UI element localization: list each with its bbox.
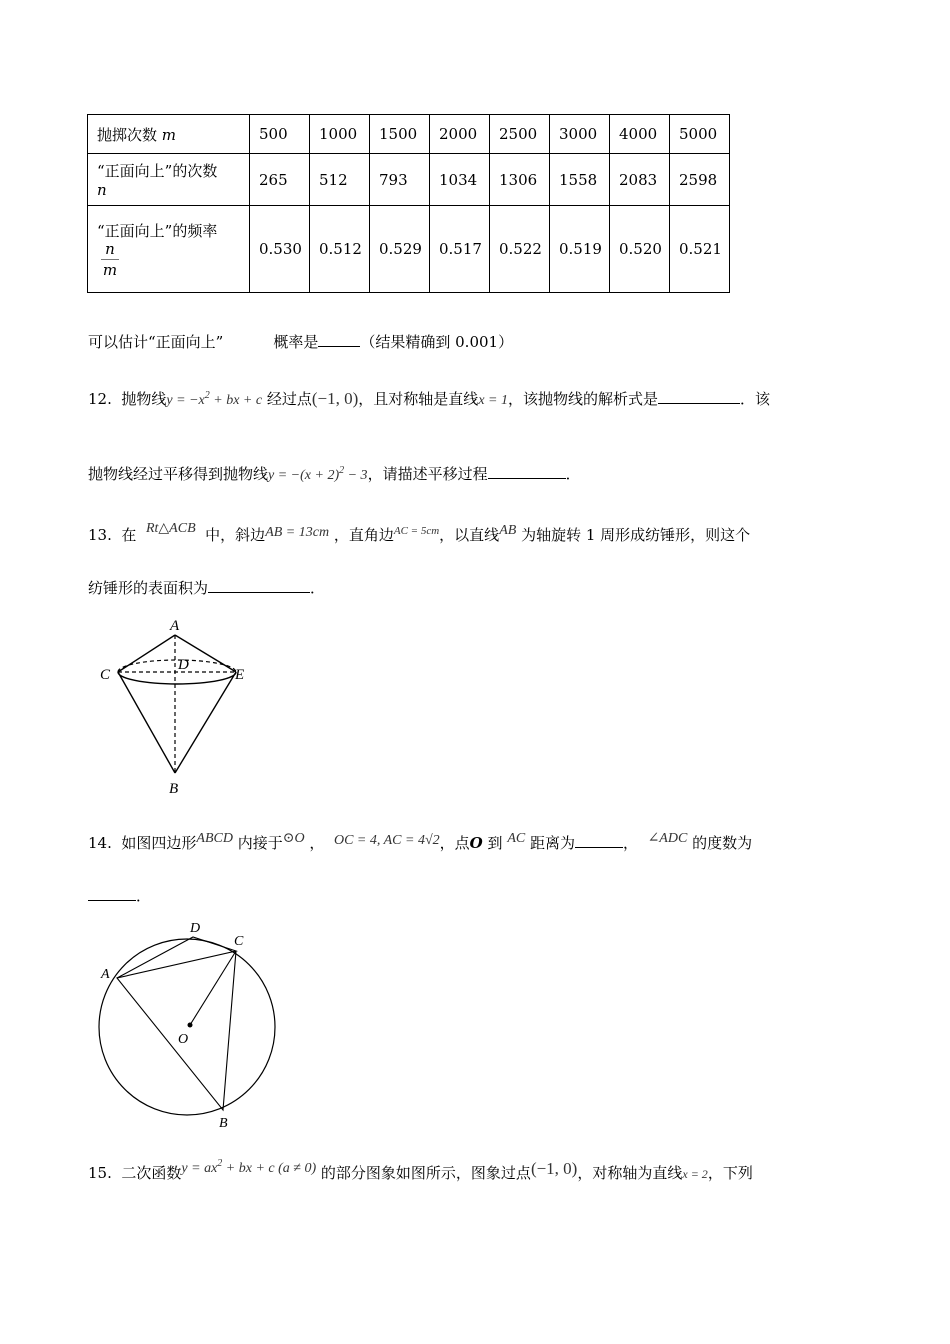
row-header-frequency: “正面向上”的频率 $\frac{n}{m}$: [88, 206, 250, 293]
q12-line-2: 抛物线经过平移得到抛物线$y = -(x + 2)^2 - 3$，请描述平移过程 ．: [88, 465, 581, 483]
table-cell: 0.521: [670, 206, 730, 293]
table-cell: 1558: [550, 154, 610, 206]
edge-EB: [175, 672, 236, 773]
answer-blank[interactable]: [318, 332, 360, 347]
table-cell: 0.517: [430, 206, 490, 293]
table-cell: 2000: [430, 115, 490, 154]
fraction-n-over-m: $\frac{n}{m}$: [102, 240, 118, 279]
table-cell: 2500: [490, 115, 550, 154]
circle-O: [99, 939, 275, 1115]
row-header-throws: 抛掷次数 m: [88, 115, 250, 154]
table-cell: 500: [250, 115, 310, 154]
table-cell: 0.530: [250, 206, 310, 293]
table-cell: 4000: [610, 115, 670, 154]
label-E: E: [235, 667, 245, 683]
table-cell: 793: [370, 154, 430, 206]
segment-OC: [190, 951, 236, 1025]
table-cell: 5000: [670, 115, 730, 154]
table-cell: 3000: [550, 115, 610, 154]
label-O: O: [178, 1032, 189, 1047]
answer-blank[interactable]: [658, 389, 740, 404]
label-B: B: [219, 1116, 228, 1130]
question-number: 15.: [88, 1164, 112, 1182]
table-cell: 1000: [310, 115, 370, 154]
table-row-frequency: [88, 206, 730, 293]
label-D: D: [178, 657, 189, 673]
table-cell: 0.520: [610, 206, 670, 293]
label-C: C: [234, 934, 244, 949]
row-header-counts: “正面向上”的次数 n: [88, 154, 250, 206]
table-cell: 265: [250, 154, 310, 206]
ellipse-front: [118, 672, 236, 684]
edge-CB: [118, 672, 175, 773]
q11-estimate-line: 可以估计“正面向上” 概率是 （结果精确到 0.001）: [88, 333, 514, 351]
table-cell: 0.522: [490, 206, 550, 293]
table-cell: 2083: [610, 154, 670, 206]
question-number: 12.: [88, 390, 112, 408]
label-B: B: [169, 781, 179, 797]
circle-figure: [95, 915, 285, 1130]
answer-blank[interactable]: [208, 578, 310, 593]
label-A: A: [170, 618, 180, 634]
table-cell: 1306: [490, 154, 550, 206]
question-number: 13.: [88, 526, 112, 544]
label-D: D: [190, 921, 201, 936]
q13-line-1: 13. 在 Rt△ACB 中，斜边AB = 13cm ，直角边$^{AC = 5cm}$，以直线AB 为轴旋转 1 周形成纺锤形，则这个: [88, 521, 751, 544]
center-point-O: [188, 1023, 193, 1028]
edge-AC: [118, 635, 175, 672]
table-row-throws: [88, 115, 730, 154]
q12-line-1: 12. 抛物线$y = -x^2$ + bx + c 经过点(−1, 0)，且对称轴是直线x = 1，该抛物线的解析式是 ．该: [88, 389, 771, 408]
table-cell: 1034: [430, 154, 490, 206]
table-cell: 512: [310, 154, 370, 206]
q14-line-1: 14. 如图四边形ABCD 内接于⊙O ， OC = 4, AC = 4√2，点O 到 AC 距离为 ， ∠ADC 的度数为: [88, 831, 753, 852]
answer-blank[interactable]: [488, 464, 566, 479]
q14-line-2: ．: [88, 885, 151, 906]
table-cell: 0.519: [550, 206, 610, 293]
table-cell: 1500: [370, 115, 430, 154]
answer-blank[interactable]: [88, 886, 136, 901]
answer-blank[interactable]: [575, 833, 623, 848]
q15-line-1: 15. 二次函数$y = ax^2$ + bx + c (a ≠ 0) 的部分图象如图所示，图象过点(−1, 0)，对称轴为直线x = 2，下列: [88, 1158, 753, 1182]
table-cell: 0.512: [310, 206, 370, 293]
label-C: C: [100, 667, 111, 683]
table-cell: 0.529: [370, 206, 430, 293]
question-number: 14.: [88, 834, 112, 852]
table-cell: 2598: [670, 154, 730, 206]
spindle-figure: [95, 615, 255, 800]
table-row-counts: [88, 154, 730, 206]
q13-line-2: 纺锤形的表面积为 ．: [88, 579, 326, 597]
frequency-table: [87, 114, 730, 293]
label-A: A: [101, 967, 110, 982]
quadrilateral-ABCD: [117, 937, 236, 1110]
